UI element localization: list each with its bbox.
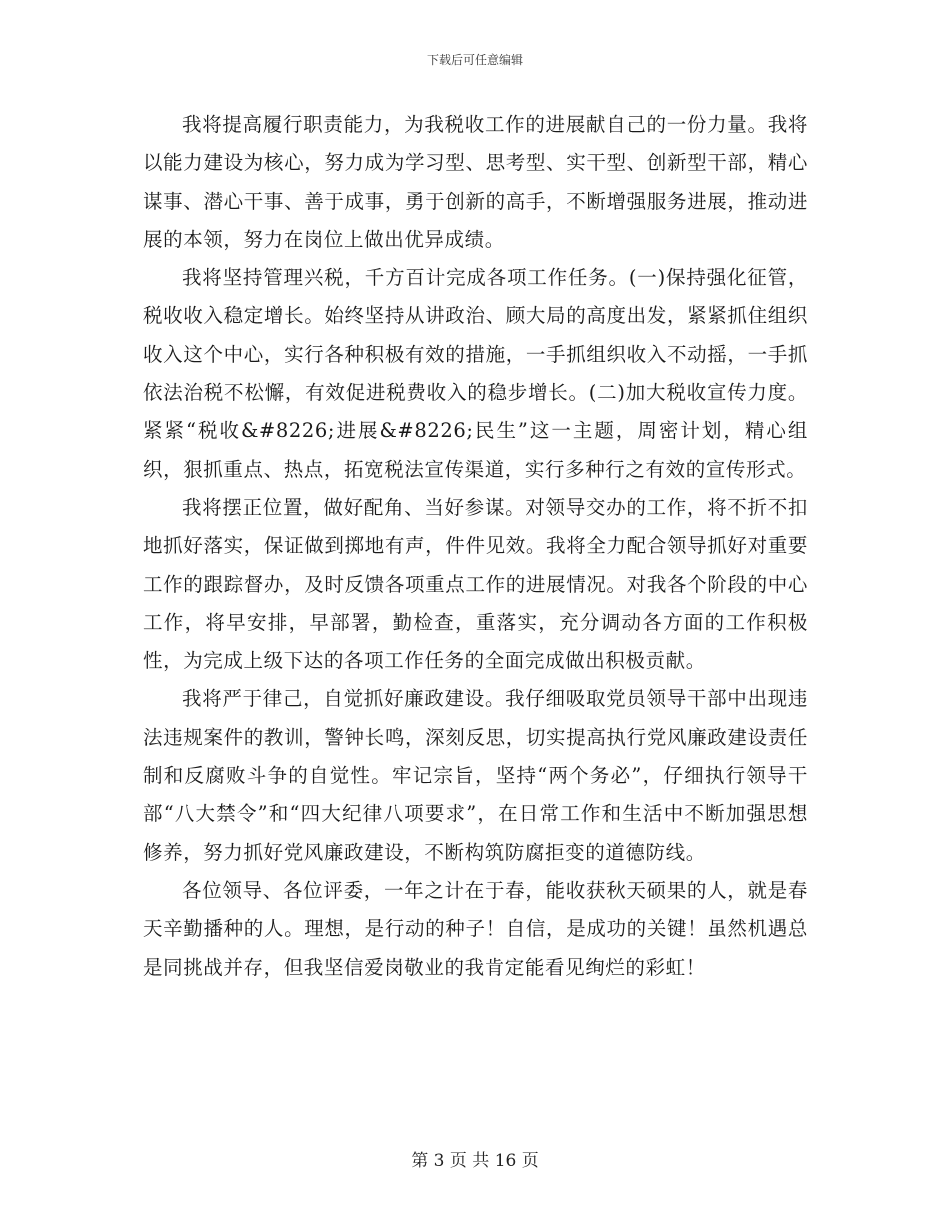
paragraph-position: 我将摆正位置，做好配角、当好参谋。对领导交办的工作，将不折不扣地抓好落实，保证做到掷地有声，件件见效。我将全力配合领导抓好对重要工作的跟踪督办，及时反馈各项重点工作的进展情况。对我各个阶段的中心工作，将早安排，早部署，勤检查，重落实，充分调动各方面的工作积极性，为完成上级下达的各项工作任务的全面完成做出积极贡献。 <box>143 495 808 673</box>
paragraph-ability: 我将提高履行职责能力，为我税收工作的进展献自己的一份力量。我将以能力建设为核心，努力成为学习型、思考型、实干型、创新型干部，精心谋事、潜心干事、善于成事，勇于创新的高手，不断增强服务进展，推动进展的本领，努力在岗位上做出优异成绩。 <box>143 113 808 251</box>
page-header: 下载后可任意编辑 <box>426 53 523 67</box>
document-body <box>143 106 808 987</box>
paragraph-closing: 各位领导、各位评委，一年之计在于春，能收获秋天硕果的人，就是春天辛勤播种的人。理想，是行动的种子！自信，是成功的关键！虽然机遇总是同挑战并存，但我坚信爱岗敬业的我肯定能看见绚烂的彩虹！ <box>143 878 808 979</box>
page-number: 第 3 页 共 16 页 <box>411 1151 539 1171</box>
paragraph-tax-management: 我将坚持管理兴税，千方百计完成各项工作任务。(一)保持强化征管，税收收入稳定增长。始终坚持从讲政治、顾大局的高度出发，紧紧抓住组织收入这个中心，实行各种积极有效的措施，一手抓组织收入不动摇，一手抓依法治税不松懈，有效促进税费收入的稳步增长。(二)加大税收宣传力度。紧紧“税收&#8226;进展&#8226;民生”这一主题，周密计划，精心组织，狠抓重点、热点，拓宽税法宣传渠道，实行多种行之有效的宣传形式。 <box>143 266 808 481</box>
paragraph-integrity: 我将严于律己，自觉抓好廉政建设。我仔细吸取党员领导干部中出现违法违规案件的教训，警钟长鸣，深刻反思，切实提高执行党风廉政建设责任制和反腐败斗争的自觉性。牢记宗旨，坚持“两个务必”，仔细执行领导干部“八大禁令”和“四大纪律八项要求”，在日常工作和生活中不断加强思想修养，努力抓好党风廉政建设，不断构筑防腐拒变的道德防线。 <box>143 687 808 864</box>
